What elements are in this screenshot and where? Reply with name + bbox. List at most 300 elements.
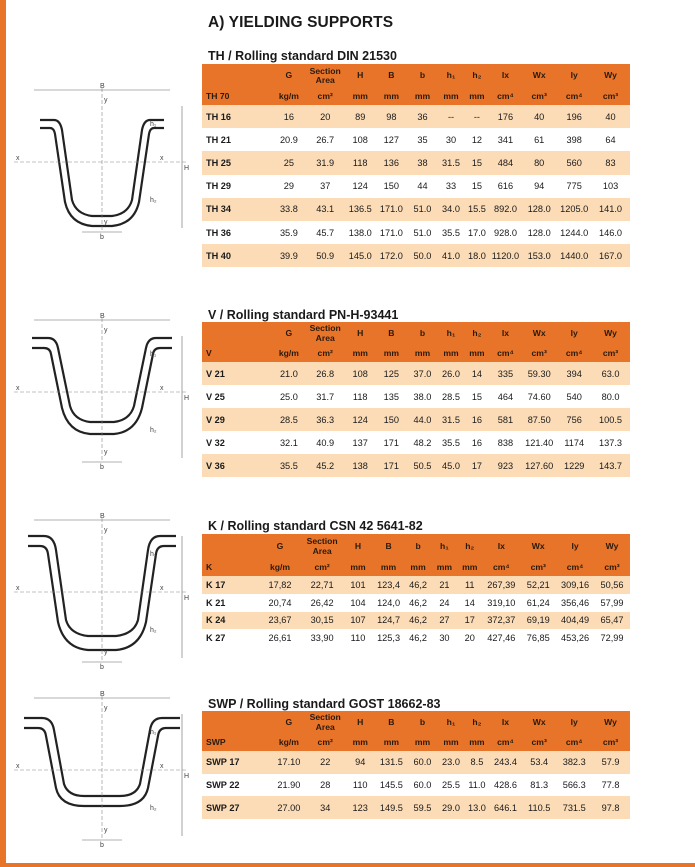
unit-header: cm²: [306, 88, 345, 105]
value-cell: 110: [343, 629, 373, 647]
value-cell: 756: [557, 408, 591, 431]
label-H: H: [184, 165, 190, 172]
value-cell: 87.50: [521, 408, 557, 431]
column-header: b: [407, 64, 438, 88]
column-header: Iy: [557, 322, 591, 345]
column-header: Wy: [591, 322, 630, 345]
column-header: h₂: [464, 711, 490, 734]
bottom-border: [0, 863, 695, 867]
value-cell: 923: [490, 454, 521, 477]
value-cell: 372,37: [482, 612, 520, 630]
value-cell: 398: [557, 128, 591, 151]
table-row: [202, 594, 630, 612]
value-cell: 16: [464, 431, 490, 454]
column-header: Wy: [591, 64, 630, 88]
unit-header: mm: [376, 345, 407, 362]
label-x-left: x: [16, 385, 20, 392]
value-cell: 892.0: [490, 198, 521, 221]
value-cell: 40: [521, 105, 557, 128]
name-column-header: TH 70: [202, 64, 272, 105]
value-cell: 121.40: [521, 431, 557, 454]
unit-header: cm³: [591, 345, 630, 362]
value-cell: 123: [345, 796, 376, 819]
table-row: [202, 629, 630, 647]
value-cell: 125,3: [373, 629, 405, 647]
column-header: Ix: [490, 322, 521, 345]
column-header: h₁: [438, 711, 464, 734]
unit-header: mm: [345, 88, 376, 105]
value-cell: 97.8: [591, 796, 630, 819]
value-cell: 45.0: [438, 454, 464, 477]
header-row-labels: [202, 64, 630, 88]
value-cell: --: [438, 105, 464, 128]
value-cell: 1174: [557, 431, 591, 454]
value-cell: 29: [272, 175, 306, 198]
value-cell: 26,61: [259, 629, 301, 647]
value-cell: 26.7: [306, 128, 345, 151]
value-cell: 15.5: [464, 198, 490, 221]
header-row-units: [202, 559, 630, 576]
unit-header: kg/m: [272, 345, 306, 362]
value-cell: 167.0: [591, 244, 630, 267]
label-B: B: [100, 513, 105, 520]
column-header: b: [407, 711, 438, 734]
value-cell: 146.0: [591, 221, 630, 244]
label-h1: h₁: [150, 551, 157, 558]
value-cell: 775: [557, 175, 591, 198]
value-cell: 50.0: [407, 244, 438, 267]
spec-table-v: [202, 322, 630, 477]
label-B: B: [100, 691, 105, 698]
value-cell: 35.5: [438, 431, 464, 454]
value-cell: 30: [432, 629, 457, 647]
value-cell: 16: [272, 105, 306, 128]
value-cell: 31.5: [438, 408, 464, 431]
label-b: b: [100, 664, 104, 670]
value-cell: 20: [457, 629, 482, 647]
value-cell: 15: [464, 151, 490, 174]
label-x-right: x: [160, 155, 164, 162]
column-header: G: [272, 322, 306, 345]
label-x-right: x: [160, 385, 164, 392]
value-cell: 150: [376, 408, 407, 431]
value-cell: 128.0: [521, 221, 557, 244]
column-header: b: [404, 534, 431, 559]
value-cell: 94: [345, 751, 376, 774]
column-header: Section Area: [301, 534, 343, 559]
value-cell: 137.3: [591, 431, 630, 454]
column-header: H: [345, 64, 376, 88]
value-cell: 110.5: [521, 796, 557, 819]
value-cell: 21.90: [272, 774, 306, 797]
value-cell: 72,99: [594, 629, 630, 647]
value-cell: 36: [407, 105, 438, 128]
unit-header: cm⁴: [490, 88, 521, 105]
label-y-bottom: y: [104, 827, 108, 834]
value-cell: 107: [343, 612, 373, 630]
column-header: B: [373, 534, 405, 559]
unit-header: mm: [407, 345, 438, 362]
value-cell: 149.5: [376, 796, 407, 819]
profile-name-cell: TH 25: [202, 151, 272, 174]
value-cell: 33.8: [272, 198, 306, 221]
column-header: b: [407, 322, 438, 345]
unit-header: mm: [438, 345, 464, 362]
label-x-left: x: [16, 155, 20, 162]
value-cell: 18.0: [464, 244, 490, 267]
value-cell: 145.5: [376, 774, 407, 797]
value-cell: 1244.0: [557, 221, 591, 244]
unit-header: mm: [432, 559, 457, 576]
value-cell: 20: [306, 105, 345, 128]
value-cell: 394: [557, 362, 591, 385]
value-cell: 21.0: [272, 362, 306, 385]
label-y-bottom: y: [104, 649, 108, 656]
label-y-top: y: [104, 527, 108, 534]
value-cell: 80: [521, 151, 557, 174]
value-cell: 57.9: [591, 751, 630, 774]
value-cell: 64: [591, 128, 630, 151]
header-row-labels: [202, 322, 630, 345]
unit-header: mm: [438, 88, 464, 105]
value-cell: 43.1: [306, 198, 345, 221]
value-cell: --: [464, 105, 490, 128]
value-cell: 176: [490, 105, 521, 128]
value-cell: 26.0: [438, 362, 464, 385]
value-cell: 48.2: [407, 431, 438, 454]
column-header: Wx: [521, 64, 557, 88]
value-cell: 39.9: [272, 244, 306, 267]
table-row: [202, 612, 630, 630]
label-y-bottom: y: [104, 219, 108, 226]
table-row: [202, 454, 630, 477]
profile-name-cell: SWP 22: [202, 774, 272, 797]
label-h2: h₂: [150, 627, 157, 634]
column-header: H: [345, 711, 376, 734]
spec-table-th: [202, 64, 630, 267]
unit-header: mm: [345, 734, 376, 751]
column-header: Section Area: [306, 711, 345, 734]
value-cell: 428.6: [490, 774, 521, 797]
value-cell: 36.3: [306, 408, 345, 431]
value-cell: 29.0: [438, 796, 464, 819]
value-cell: 20,74: [259, 594, 301, 612]
value-cell: 61,24: [520, 594, 556, 612]
table-row: [202, 151, 630, 174]
section-title-v: V / Rolling standard PN-H-93441: [208, 308, 399, 322]
value-cell: 560: [557, 151, 591, 174]
value-cell: 335: [490, 362, 521, 385]
table-row: [202, 198, 630, 221]
value-cell: 27: [432, 612, 457, 630]
value-cell: 38.0: [407, 385, 438, 408]
table-row: [202, 362, 630, 385]
value-cell: 31.9: [306, 151, 345, 174]
unit-header: mm: [464, 88, 490, 105]
value-cell: 309,16: [556, 576, 594, 594]
column-header: H: [343, 534, 373, 559]
label-h1: h₁: [150, 121, 157, 128]
label-h2: h₂: [150, 197, 157, 204]
value-cell: 30,15: [301, 612, 343, 630]
value-cell: 123,4: [373, 576, 405, 594]
unit-header: mm: [407, 88, 438, 105]
table-row: [202, 796, 630, 819]
value-cell: 25: [272, 151, 306, 174]
unit-header: cm⁴: [482, 559, 520, 576]
value-cell: 150: [376, 175, 407, 198]
section-title-th: TH / Rolling standard DIN 21530: [208, 49, 397, 63]
value-cell: 59.5: [407, 796, 438, 819]
value-cell: 57,99: [594, 594, 630, 612]
value-cell: 81.3: [521, 774, 557, 797]
value-cell: 53.4: [521, 751, 557, 774]
value-cell: 51.0: [407, 198, 438, 221]
unit-header: cm⁴: [557, 734, 591, 751]
profile-name-cell: TH 16: [202, 105, 272, 128]
value-cell: 118: [345, 151, 376, 174]
value-cell: 22,71: [301, 576, 343, 594]
value-cell: 196: [557, 105, 591, 128]
column-header: h₂: [464, 322, 490, 345]
value-cell: 80.0: [591, 385, 630, 408]
unit-header: cm⁴: [490, 345, 521, 362]
column-header: Wx: [521, 711, 557, 734]
column-header: Section Area: [306, 64, 345, 88]
section-title-swp: SWP / Rolling standard GOST 18662-83: [208, 697, 441, 711]
column-header: h₁: [438, 322, 464, 345]
value-cell: 143.7: [591, 454, 630, 477]
value-cell: 1120.0: [490, 244, 521, 267]
unit-header: mm: [343, 559, 373, 576]
value-cell: 136.5: [345, 198, 376, 221]
unit-header: cm³: [521, 345, 557, 362]
value-cell: 136: [376, 151, 407, 174]
value-cell: 28.5: [438, 385, 464, 408]
value-cell: 141.0: [591, 198, 630, 221]
profile-name-cell: TH 40: [202, 244, 272, 267]
value-cell: 37.0: [407, 362, 438, 385]
spec-table-swp: [202, 711, 630, 819]
value-cell: 616: [490, 175, 521, 198]
value-cell: 453,26: [556, 629, 594, 647]
column-header: Ix: [490, 64, 521, 88]
value-cell: 22: [306, 751, 345, 774]
value-cell: 145.0: [345, 244, 376, 267]
value-cell: 44.0: [407, 408, 438, 431]
profile-name-cell: SWP 17: [202, 751, 272, 774]
value-cell: 581: [490, 408, 521, 431]
value-cell: 135: [376, 385, 407, 408]
value-cell: 118: [345, 385, 376, 408]
name-column-header: V: [202, 322, 272, 362]
profile-name-cell: K 27: [202, 629, 259, 647]
profile-drawing-v: [10, 310, 190, 470]
table-row: [202, 385, 630, 408]
column-header: G: [272, 64, 306, 88]
value-cell: 34: [306, 796, 345, 819]
value-cell: 65,47: [594, 612, 630, 630]
value-cell: 50,56: [594, 576, 630, 594]
unit-header: mm: [345, 345, 376, 362]
value-cell: 1440.0: [557, 244, 591, 267]
value-cell: 1229: [557, 454, 591, 477]
label-h2: h₂: [150, 427, 157, 434]
value-cell: 17: [464, 454, 490, 477]
value-cell: 356,46: [556, 594, 594, 612]
table-row: [202, 105, 630, 128]
value-cell: 25.0: [272, 385, 306, 408]
value-cell: 60.0: [407, 774, 438, 797]
profile-name-cell: TH 21: [202, 128, 272, 151]
value-cell: 20.9: [272, 128, 306, 151]
value-cell: 28: [306, 774, 345, 797]
label-h1: h₁: [150, 729, 157, 736]
profile-name-cell: TH 34: [202, 198, 272, 221]
value-cell: 37: [306, 175, 345, 198]
column-header: Iy: [556, 534, 594, 559]
value-cell: 60.0: [407, 751, 438, 774]
column-header: Wy: [591, 711, 630, 734]
value-cell: 26.8: [306, 362, 345, 385]
column-header: Ix: [490, 711, 521, 734]
value-cell: 103: [591, 175, 630, 198]
value-cell: 382.3: [557, 751, 591, 774]
value-cell: 128.0: [521, 198, 557, 221]
value-cell: 838: [490, 431, 521, 454]
table-row: [202, 431, 630, 454]
value-cell: 464: [490, 385, 521, 408]
value-cell: 13.0: [464, 796, 490, 819]
value-cell: 646.1: [490, 796, 521, 819]
value-cell: 35.5: [272, 454, 306, 477]
value-cell: 124: [345, 175, 376, 198]
value-cell: 171: [376, 431, 407, 454]
value-cell: 267,39: [482, 576, 520, 594]
unit-header: cm²: [301, 559, 343, 576]
unit-header: cm³: [591, 88, 630, 105]
value-cell: 46,2: [404, 612, 431, 630]
unit-header: cm³: [520, 559, 556, 576]
value-cell: 31.5: [438, 151, 464, 174]
profile-name-cell: SWP 27: [202, 796, 272, 819]
value-cell: 731.5: [557, 796, 591, 819]
value-cell: 17: [457, 612, 482, 630]
profile-name-cell: TH 29: [202, 175, 272, 198]
unit-header: cm⁴: [490, 734, 521, 751]
value-cell: 45.7: [306, 221, 345, 244]
label-B: B: [100, 313, 105, 320]
section-title-k: K / Rolling standard CSN 42 5641-82: [208, 519, 423, 533]
value-cell: 46,2: [404, 594, 431, 612]
column-header: h₂: [457, 534, 482, 559]
profile-name-cell: V 36: [202, 454, 272, 477]
value-cell: 32.1: [272, 431, 306, 454]
header-row-labels: [202, 534, 630, 559]
profile-name-cell: V 25: [202, 385, 272, 408]
value-cell: 127: [376, 128, 407, 151]
value-cell: 17.10: [272, 751, 306, 774]
column-header: Ix: [482, 534, 520, 559]
value-cell: 14: [457, 594, 482, 612]
profile-name-cell: V 32: [202, 431, 272, 454]
value-cell: 28.5: [272, 408, 306, 431]
unit-header: mm: [457, 559, 482, 576]
value-cell: 76,85: [520, 629, 556, 647]
column-header: G: [272, 711, 306, 734]
value-cell: 45.2: [306, 454, 345, 477]
value-cell: 31.7: [306, 385, 345, 408]
left-border: [0, 0, 6, 867]
value-cell: 16: [464, 408, 490, 431]
label-y-top: y: [104, 327, 108, 334]
value-cell: 50.5: [407, 454, 438, 477]
value-cell: 15: [464, 385, 490, 408]
unit-header: mm: [373, 559, 405, 576]
value-cell: 33: [438, 175, 464, 198]
label-H: H: [184, 395, 190, 402]
value-cell: 17,82: [259, 576, 301, 594]
value-cell: 427,46: [482, 629, 520, 647]
unit-header: cm⁴: [556, 559, 594, 576]
column-header: h₂: [464, 64, 490, 88]
value-cell: 404,49: [556, 612, 594, 630]
value-cell: 35: [407, 128, 438, 151]
value-cell: 125: [376, 362, 407, 385]
value-cell: 171: [376, 454, 407, 477]
value-cell: 50.9: [306, 244, 345, 267]
page-title: A) YIELDING SUPPORTS: [208, 14, 394, 31]
value-cell: 41.0: [438, 244, 464, 267]
value-cell: 14: [464, 362, 490, 385]
profile-name-cell: K 17: [202, 576, 259, 594]
name-column-header: SWP: [202, 711, 272, 751]
unit-header: kg/m: [272, 734, 306, 751]
unit-header: cm⁴: [557, 345, 591, 362]
value-cell: 26,42: [301, 594, 343, 612]
value-cell: 566.3: [557, 774, 591, 797]
value-cell: 124,0: [373, 594, 405, 612]
unit-header: mm: [464, 345, 490, 362]
header-row-labels: [202, 711, 630, 734]
profile-name-cell: TH 36: [202, 221, 272, 244]
profile-drawing-swp: [10, 688, 190, 848]
label-y-top: y: [104, 705, 108, 712]
value-cell: 46,2: [404, 576, 431, 594]
label-h1: h₁: [150, 351, 157, 358]
value-cell: 40.9: [306, 431, 345, 454]
value-cell: 11: [457, 576, 482, 594]
value-cell: 77.8: [591, 774, 630, 797]
unit-header: mm: [407, 734, 438, 751]
unit-header: cm³: [591, 734, 630, 751]
label-y-top: y: [104, 97, 108, 104]
table-row: [202, 751, 630, 774]
value-cell: 33,90: [301, 629, 343, 647]
unit-header: cm³: [594, 559, 630, 576]
value-cell: 131.5: [376, 751, 407, 774]
profile-name-cell: V 21: [202, 362, 272, 385]
value-cell: 52,21: [520, 576, 556, 594]
column-header: Iy: [557, 64, 591, 88]
table-row: [202, 244, 630, 267]
value-cell: 74.60: [521, 385, 557, 408]
column-header: h₁: [432, 534, 457, 559]
column-header: G: [259, 534, 301, 559]
value-cell: 21: [432, 576, 457, 594]
profile-name-cell: K 24: [202, 612, 259, 630]
unit-header: mm: [376, 734, 407, 751]
